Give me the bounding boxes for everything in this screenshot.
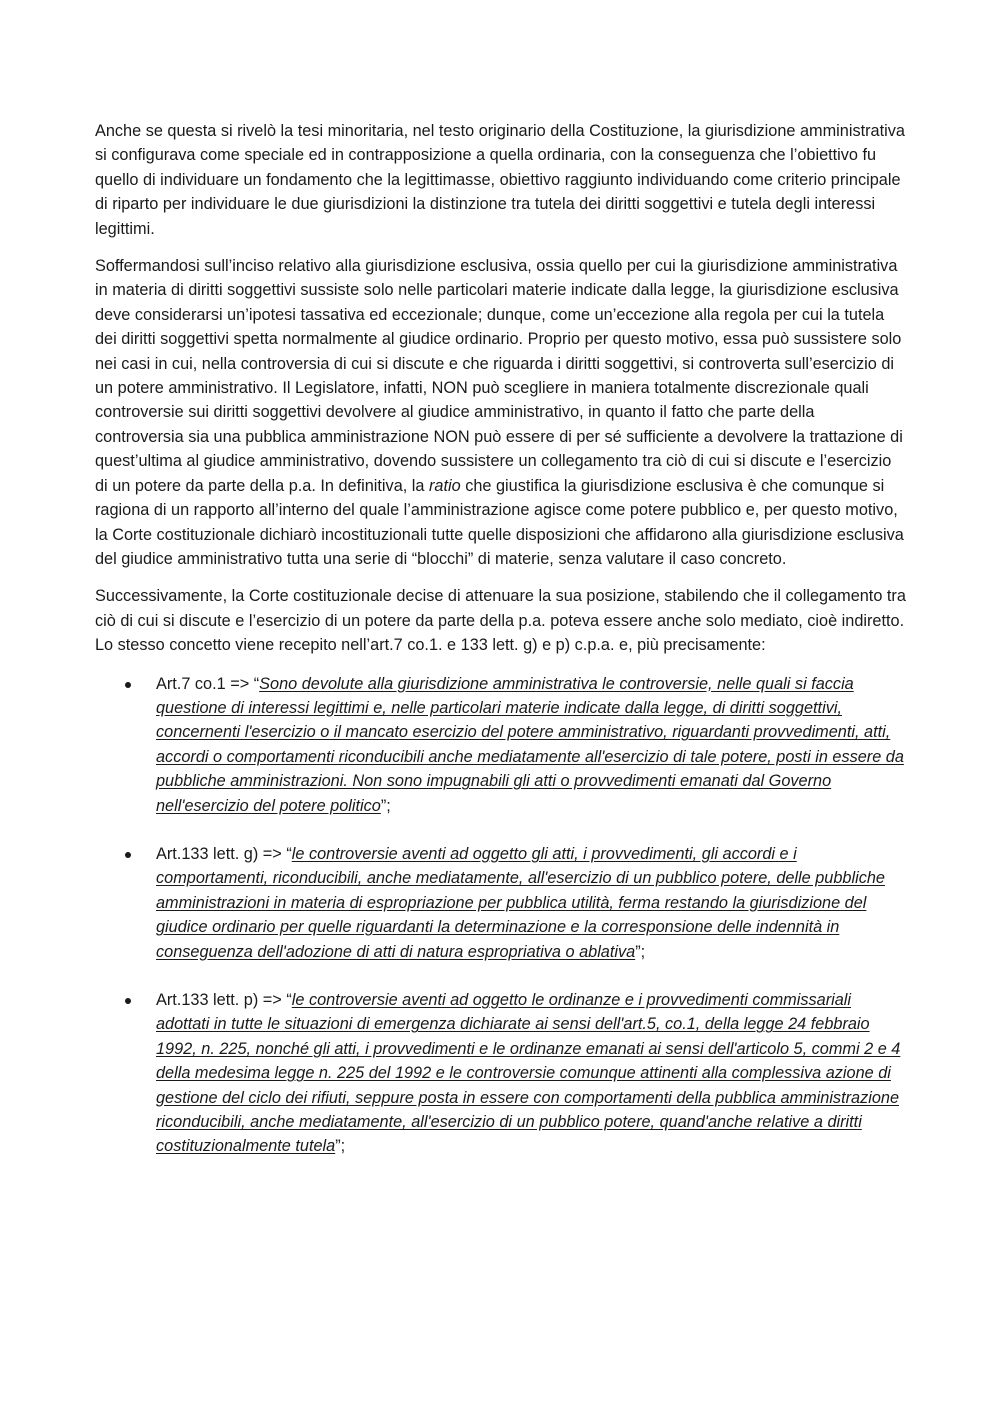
article-quote: le controversie aventi ad oggetto gli atti, i provvedimenti, gli accordi e i comportamenti, riconducibili, anche mediatamente, all'esercizio di un pubblico potere, delle pubbliche amministrazioni in materia di espropriazione per pubblica utilità, ferma restando la giurisdizione del giudice ordinario per quelle riguardanti la determinazione e la corresponsione delle indennità in conseguenza dell'adozione di atti di natura espropriativa o ablativa [156, 844, 885, 961]
bullet-icon [125, 682, 131, 688]
list-item-art133-g [95, 842, 907, 964]
quote-close: ”; [380, 796, 391, 815]
bullet-icon [125, 998, 131, 1004]
article-reference: Art.133 lett. g) => “ [156, 844, 292, 863]
bullet-icon [125, 852, 131, 858]
article-reference: Art.133 lett. p) => “ [156, 991, 292, 1009]
list-item-art7 [95, 672, 907, 818]
document-body [95, 119, 907, 1183]
article-list [95, 672, 907, 1159]
list-item-art133-p [95, 988, 907, 1159]
paragraph-3: Successivamente, la Corte costituzionale decise di attenuare la sua posizione, stabilendo che il collegamento tra ciò di cui si discute e l’esercizio di un potere da parte della p.a. poteva essere anche solo mediato, cioè indiretto. Lo stesso concetto viene recepito nell’art.7 co.1. e 133 lett. g) e p) c.p.a. e, più precisamente: [95, 587, 906, 655]
quote-close: ”; [635, 942, 646, 961]
paragraph-1: Anche se questa si rivelò la tesi minoritaria, nel testo originario della Costituzione, la giurisdizione amministrativa si configurava come speciale ed in contrapposizione a quella ordinaria, con la conseguenza che l’obiettivo fu quello di individuare un fondamento che la legittimasse, obiettivo raggiunto individuando come criterio principale di riparto per individuare le due giurisdizioni la distinzione tra tutela dei diritti soggettivi e tutela degli interessi legittimi. [95, 122, 905, 238]
paragraph-2-text-end: che giustifica la giurisdizione esclusiva è che comunque si ragiona di un rapporto all’interno del quale l’amministrazione agisce come potere pubblico e, per questo motivo, la Corte costituzionale dichiarò incostituzionali tutte quelle disposizioni che affidarono alla giurisdizione esclusiva del giudice amministrativo tutta una serie di “blocchi” di materie, senza valutare il caso concreto. [95, 476, 904, 568]
quote-close: ”; [335, 1137, 346, 1156]
paragraph-2 [95, 254, 907, 571]
paragraph-2-text-start: Soffermandosi sull’inciso relativo alla giurisdizione esclusiva, ossia quello per cui la giurisdizione amministrativa in materia di diritti soggettivi sussiste solo nelle particolari materie indicate dalla legge, la giurisdizione esclusiva deve considerarsi un’ipotesi tassativa ed eccezionale; dunque, come un’eccezione alla regola per cui la tutela dei diritti soggettivi spetta normalmente al giudice ordinario. Proprio per questo motivo, essa può sussistere solo nei casi in cui, nella controversia di cui si discute e che riguarda i diritti soggettivi, si controverta sull’esercizio di un potere amministrativo. Il Legislatore, infatti, NON può scegliere in maniera totalmente discrezionale quali controversie sui diritti soggettivi devolvere al giudice amministrativo, in quanto il fatto che parte della controversia sia una pubblica amministrazione NON può essere di per sé sufficiente a devolvere la trattazione di quest’ultima al giudice amministrativo, dovendo sussistere un collegamento tra ciò di cui si discute e l’esercizio di un potere da parte della p.a. In definitiva, la [95, 257, 903, 495]
ratio-term: ratio [429, 476, 461, 495]
article-quote: le controversie aventi ad oggetto le ordinanze e i provvedimenti commissariali adottati in tutte le situazioni di emergenza dichiarate ai sensi dell'art.5, co.1, della legge 24 febbraio 1992, n. 225, nonché gli atti, i provvedimenti e le ordinanze emanati ai sensi dell'articolo 5, commi 2 e 4 della medesima legge n. 225 del 1992 e le controversie comunque attinenti alla complessiva azione di gestione del ciclo dei rifiuti, seppure posta in essere con comportamenti della pubblica amministrazione riconducibili, anche mediatamente, all'esercizio di un pubblico potere, quand'anche relative a diritti costituzionalmente tutela [156, 991, 901, 1156]
article-reference: Art.7 co.1 => “ [156, 674, 260, 693]
article-quote: Sono devolute alla giurisdizione amministrativa le controversie, nelle quali si faccia questione di interessi legittimi e, nelle particolari materie indicate dalla legge, di diritti soggettivi, concernenti l'esercizio o il mancato esercizio del potere amministrativo, riguardanti provvedimenti, atti, accordi o comportamenti riconducibili anche mediatamente all'esercizio di tale potere, posti in essere da pubbliche amministrazioni. Non sono impugnabili gli atti o provvedimenti emanati dal Governo nell'esercizio del potere politico [156, 674, 904, 815]
